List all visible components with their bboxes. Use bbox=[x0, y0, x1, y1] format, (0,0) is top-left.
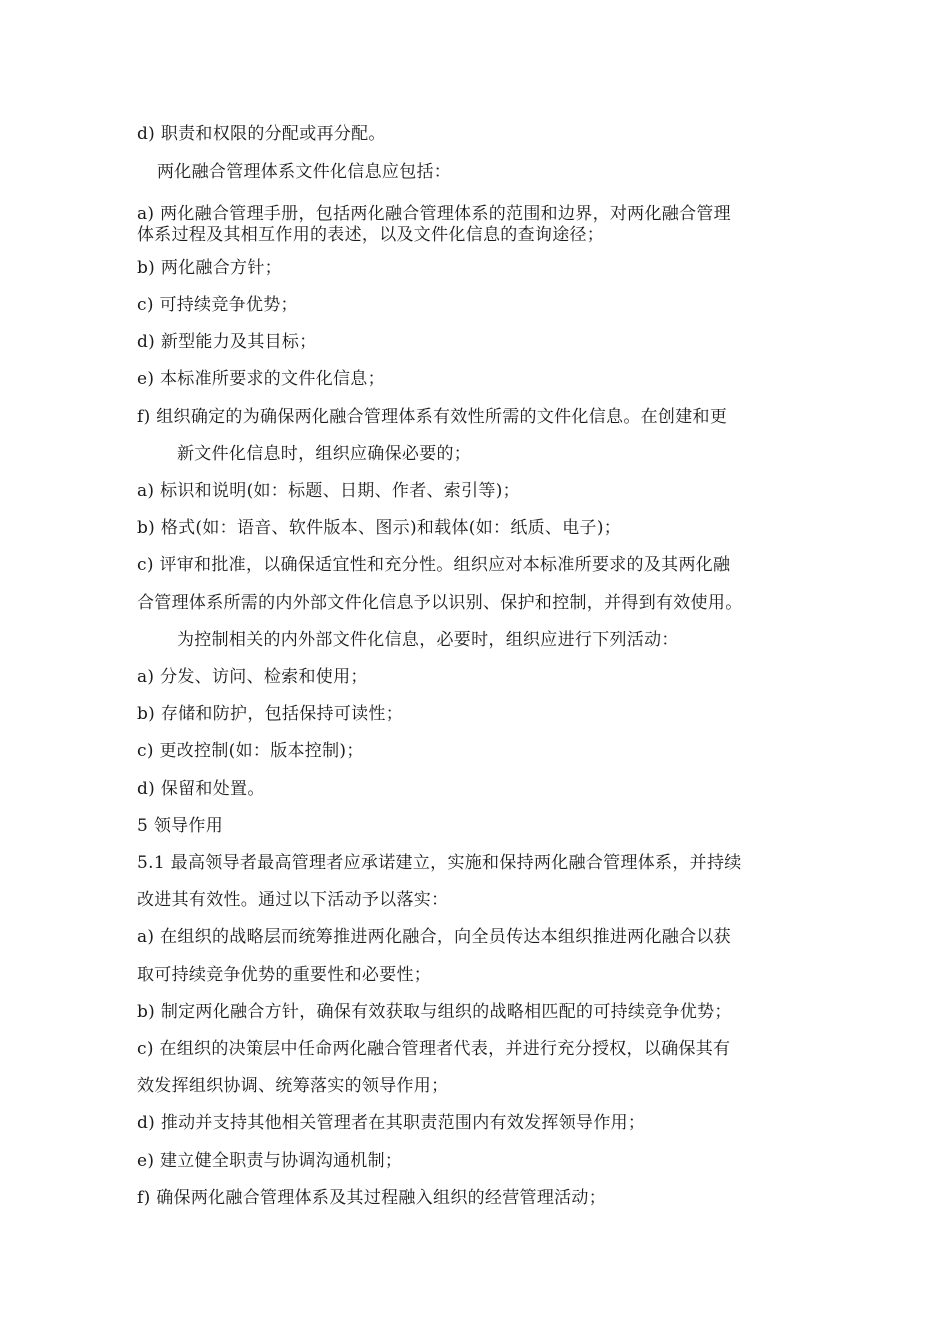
text-line: b) 格式(如：语音、软件版本、图示)和载体(如：纸质、电子)； bbox=[137, 518, 622, 538]
text-line: d) 推动并支持其他相关管理者在其职责范围内有效发挥领导作用； bbox=[137, 1113, 646, 1133]
text-line: d) 保留和处置。 bbox=[137, 779, 265, 799]
text-line: b) 制定两化融合方针，确保有效获取与组织的战略相匹配的可持续竞争优势； bbox=[137, 1002, 732, 1022]
text-line: 取可持续竞争优势的重要性和必要性； bbox=[137, 965, 432, 985]
text-line: 合管理体系所需的内外部文件化信息予以识别、保护和控制，并得到有效使用。 bbox=[137, 593, 743, 613]
text-line: f) 组织确定的为确保两化融合管理体系有效性所需的文件化信息。在创建和更 bbox=[137, 407, 728, 427]
text-line: e) 建立健全职责与协调沟通机制； bbox=[137, 1151, 403, 1171]
text-line: 体系过程及其相互作用的表述，以及文件化信息的查询途径； bbox=[137, 225, 605, 245]
text-line: 两化融合管理体系文件化信息应包括： bbox=[157, 162, 452, 182]
text-line: a) 标识和说明(如：标题、日期、作者、索引等)； bbox=[137, 481, 520, 501]
text-line: a) 两化融合管理手册，包括两化融合管理体系的范围和边界，对两化融合管理 bbox=[137, 204, 731, 224]
text-line: 5.1 最高领导者最高管理者应承诺建立，实施和保持两化融合管理体系，并持续 bbox=[137, 853, 742, 873]
text-line: b) 两化融合方针； bbox=[137, 258, 282, 278]
text-line: d) 新型能力及其目标； bbox=[137, 332, 317, 352]
text-line: c) 在组织的决策层中任命两化融合管理者代表，并进行充分授权，以确保其有 bbox=[137, 1039, 731, 1059]
text-line: a) 分发、访问、检索和使用； bbox=[137, 667, 368, 687]
text-line: d) 职责和权限的分配或再分配。 bbox=[137, 124, 386, 144]
text-line: c) 评审和批准，以确保适宜性和充分性。组织应对本标准所要求的及其两化融 bbox=[137, 555, 731, 575]
text-line: e) 本标准所要求的文件化信息； bbox=[137, 369, 385, 389]
text-line: 改进其有效性。通过以下活动予以落实： bbox=[137, 890, 449, 910]
text-line: c) 可持续竞争优势； bbox=[137, 295, 298, 315]
text-line: 为控制相关的内外部文件化信息，必要时，组织应进行下列活动： bbox=[177, 630, 679, 650]
text-line: b) 存储和防护，包括保持可读性； bbox=[137, 704, 404, 724]
text-line: f) 确保两化融合管理体系及其过程融入组织的经营管理活动； bbox=[137, 1188, 607, 1208]
text-line: 新文件化信息时，组织应确保必要的； bbox=[177, 444, 472, 464]
text-line: c) 更改控制(如：版本控制)； bbox=[137, 741, 364, 761]
text-line: a) 在组织的战略层而统筹推进两化融合，向全员传达本组织推进两化融合以获 bbox=[137, 927, 731, 947]
section-heading: 5 领导作用 bbox=[137, 816, 224, 836]
text-line: 效发挥组织协调、统筹落实的领导作用； bbox=[137, 1076, 449, 1096]
